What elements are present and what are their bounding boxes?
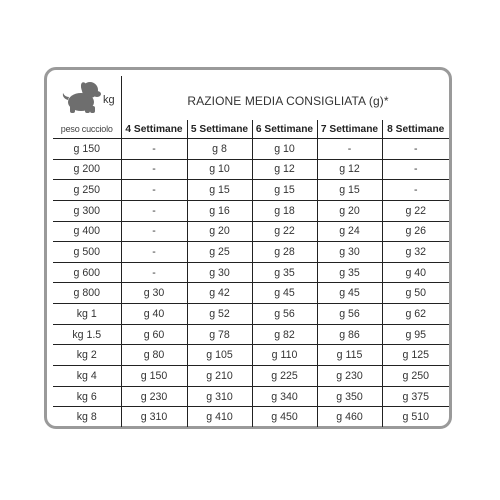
- ration-cell: g 225: [252, 366, 317, 387]
- column-header-7-weeks: 7 Settimane: [317, 120, 382, 139]
- ration-cell: -: [382, 180, 449, 201]
- ration-cell: -: [121, 242, 187, 263]
- weight-cell: g 600: [53, 262, 121, 283]
- weight-cell: kg 6: [53, 386, 121, 407]
- table-row: [53, 242, 449, 263]
- table-row: [53, 407, 449, 427]
- ration-cell: g 60: [121, 324, 187, 345]
- ration-cell: -: [121, 159, 187, 180]
- ration-cell: g 62: [382, 304, 449, 325]
- ration-cell: g 105: [187, 345, 252, 366]
- ration-cell: g 40: [121, 304, 187, 325]
- ration-cell: g 250: [382, 366, 449, 387]
- weight-cell: kg 8: [76, 411, 97, 424]
- column-header-5-weeks: 5 Settimane: [187, 120, 252, 139]
- ration-cell: -: [121, 200, 187, 221]
- puppy-icon: [59, 78, 103, 114]
- ration-cell: g 115: [317, 345, 382, 366]
- ration-cell: g 125: [382, 345, 449, 366]
- weight-cell: g 500: [53, 242, 121, 263]
- weight-cell: kg 4: [53, 366, 121, 387]
- ration-cell: g 15: [252, 180, 317, 201]
- ration-cell: g 18: [252, 200, 317, 221]
- ration-cell: g 210: [187, 366, 252, 387]
- ration-cell: -: [382, 159, 449, 180]
- ration-cell: g 82: [252, 324, 317, 345]
- ration-cell: g 30: [121, 283, 187, 304]
- ration-cell: g 230: [317, 366, 382, 387]
- ration-cell: g 310: [121, 407, 187, 427]
- table-row: [53, 262, 449, 283]
- column-header-4-weeks: 4 Settimane: [121, 120, 187, 139]
- ration-cell: g 10: [252, 139, 317, 160]
- table-head: [53, 120, 449, 139]
- ration-cell: g 35: [252, 262, 317, 283]
- table-row: [53, 139, 449, 160]
- ration-cell: g 22: [382, 200, 449, 221]
- weight-cell: kg 1: [53, 304, 121, 325]
- ration-cell: g 56: [252, 304, 317, 325]
- ration-cell: g 28: [252, 242, 317, 263]
- weight-cell: g 250: [53, 180, 121, 201]
- ration-cell: g 10: [187, 159, 252, 180]
- column-header-6-weeks: 6 Settimane: [252, 120, 317, 139]
- table-row: [53, 159, 449, 180]
- table-row: [53, 345, 449, 366]
- ration-cell: g 150: [121, 366, 187, 387]
- ration-cell: g 12: [252, 159, 317, 180]
- ration-cell: g 450: [252, 407, 317, 427]
- weight-cell: g 300: [53, 200, 121, 221]
- ration-cell: g 30: [317, 242, 382, 263]
- ration-cell: g 350: [317, 386, 382, 407]
- table-title: RAZIONE MEDIA CONSIGLIATA (g)*: [187, 94, 389, 108]
- ration-cell: g 15: [317, 180, 382, 201]
- ration-cell: g 310: [187, 386, 252, 407]
- feeding-table: [53, 120, 449, 427]
- weight-cell: kg 1.5: [53, 324, 121, 345]
- ration-cell: g 20: [187, 221, 252, 242]
- column-header-8-weeks: 8 Settimane: [382, 120, 449, 139]
- kg-label: kg: [103, 94, 115, 106]
- ration-cell: -: [121, 180, 187, 201]
- ration-cell: g 30: [187, 262, 252, 283]
- ration-cell: g 56: [317, 304, 382, 325]
- weight-cell: g 200: [53, 159, 121, 180]
- ration-cell: g 95: [382, 324, 449, 345]
- table-row: [53, 221, 449, 242]
- header-row: [53, 120, 449, 139]
- table-body: [53, 139, 449, 427]
- ration-cell: -: [121, 139, 187, 160]
- ration-cell: g 20: [317, 200, 382, 221]
- ration-cell: g 460: [317, 407, 382, 427]
- ration-cell: g 12: [317, 159, 382, 180]
- table-row: [53, 304, 449, 325]
- ration-cell: g 80: [121, 345, 187, 366]
- ration-cell: -: [382, 139, 449, 160]
- table-row: [53, 386, 449, 407]
- ration-cell: g 32: [382, 242, 449, 263]
- ration-cell: g 40: [382, 262, 449, 283]
- ration-cell: g 340: [252, 386, 317, 407]
- ration-cell: g 42: [187, 283, 252, 304]
- ration-cell: g 50: [382, 283, 449, 304]
- ration-cell: g 16: [187, 200, 252, 221]
- ration-cell: g 110: [252, 345, 317, 366]
- weight-cell: g 400: [53, 221, 121, 242]
- table-header-zone: [47, 70, 449, 122]
- ration-cell: g 35: [317, 262, 382, 283]
- ration-cell: -: [121, 262, 187, 283]
- ration-cell: g 45: [317, 283, 382, 304]
- column-header-weight: peso cucciolo: [53, 120, 121, 139]
- ration-cell: g 52: [187, 304, 252, 325]
- table-row: [53, 200, 449, 221]
- ration-cell: g 230: [121, 386, 187, 407]
- table-row: [53, 324, 449, 345]
- weight-cell: kg 2: [53, 345, 121, 366]
- ration-cell: g 86: [317, 324, 382, 345]
- ration-cell: g 15: [187, 180, 252, 201]
- ration-cell: g 8: [187, 139, 252, 160]
- table-row: [53, 180, 449, 201]
- ration-cell: -: [121, 221, 187, 242]
- weight-cell: g 800: [53, 283, 121, 304]
- ration-cell: g 24: [317, 221, 382, 242]
- ration-cell: g 45: [252, 283, 317, 304]
- ration-cell: g 78: [187, 324, 252, 345]
- ration-cell: g 510: [382, 407, 449, 427]
- weight-cell: g 150: [53, 139, 121, 160]
- ration-cell: g 410: [187, 407, 252, 427]
- ration-cell: g 25: [187, 242, 252, 263]
- ration-cell: g 22: [252, 221, 317, 242]
- table-row: [53, 366, 449, 387]
- ration-cell: -: [317, 139, 382, 160]
- feeding-table-card: [44, 67, 452, 429]
- table-row: [53, 283, 449, 304]
- ration-cell: g 375: [382, 386, 449, 407]
- ration-cell: g 26: [382, 221, 449, 242]
